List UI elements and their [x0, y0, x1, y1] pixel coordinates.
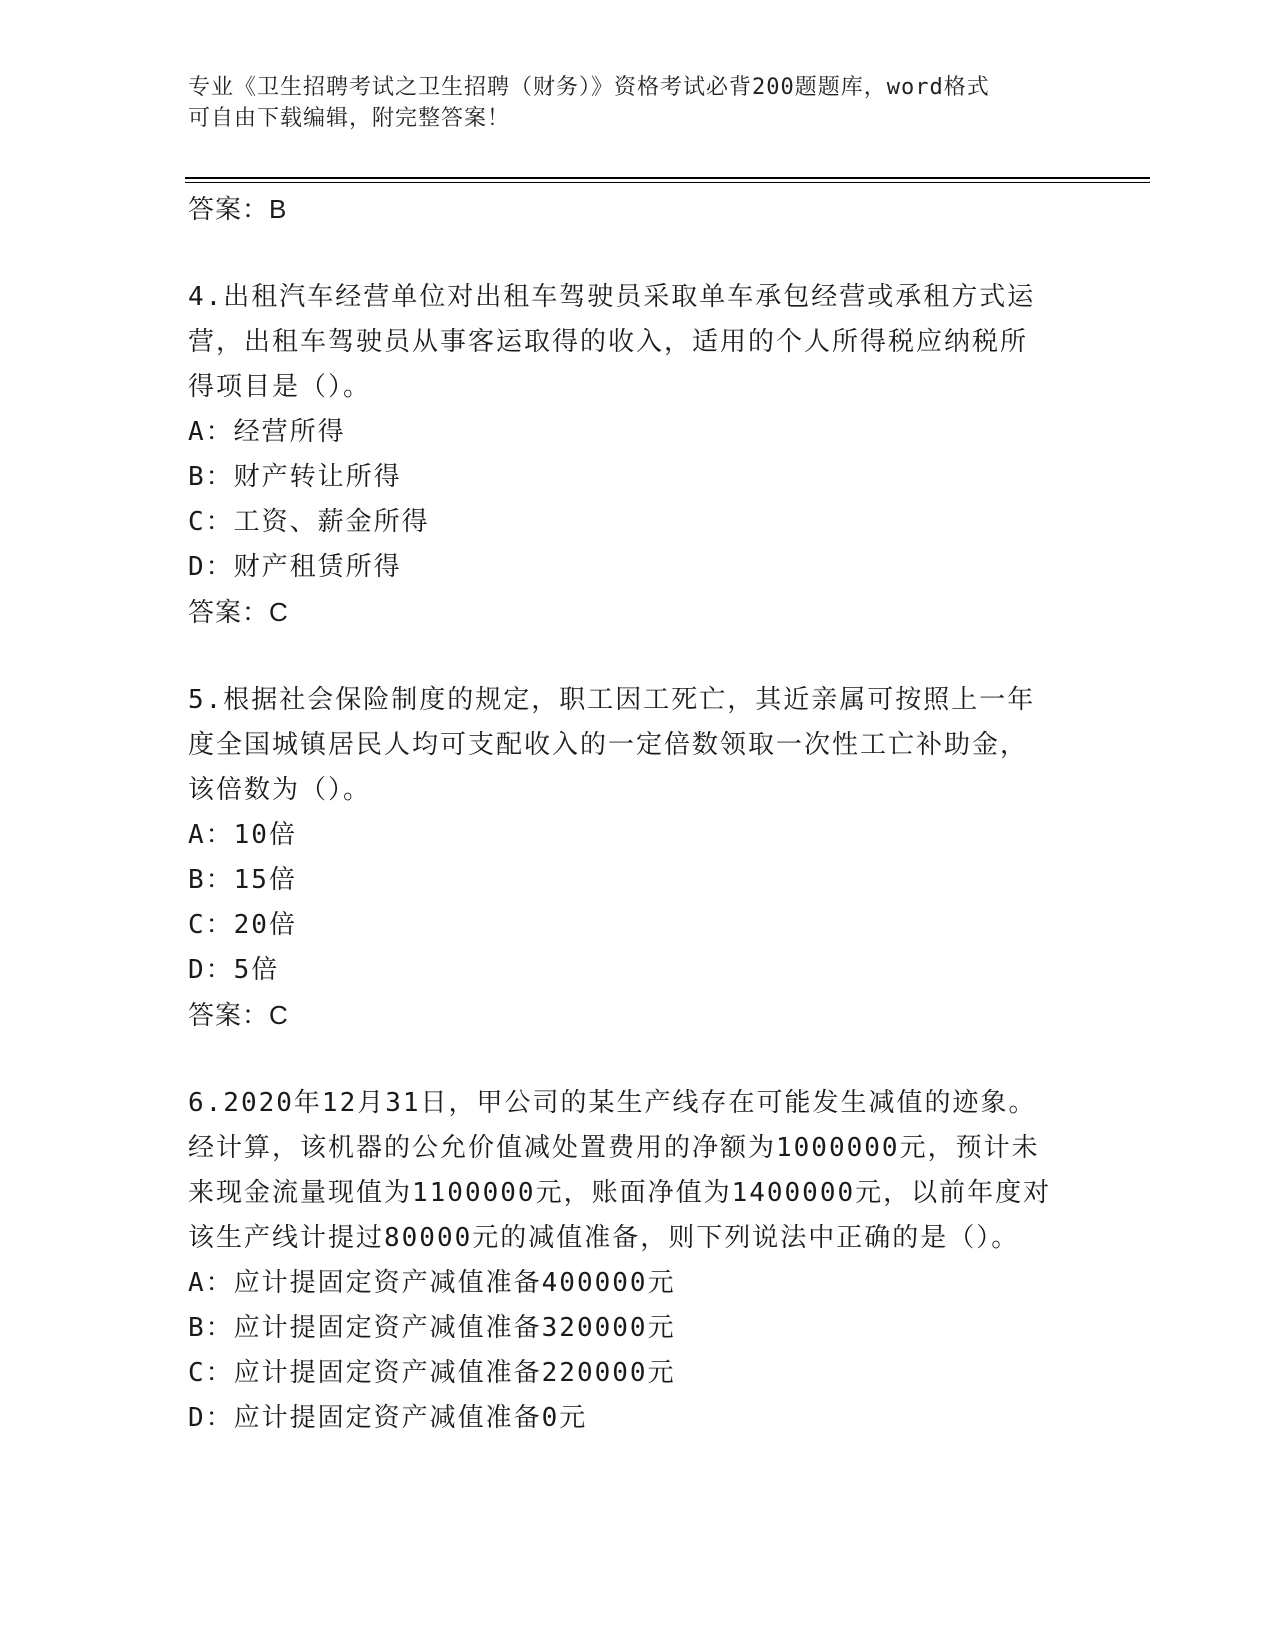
- question-4: [188, 275, 1068, 635]
- question-text-line: 6.2020年12月31日，甲公司的某生产线存在可能发生减值的迹象。: [188, 1088, 1037, 1118]
- question-5: [188, 678, 1068, 1038]
- question-list: [188, 187, 1068, 1441]
- option-c: C：工资、薪金所得: [188, 507, 430, 537]
- header-title-line-2: 可自由下载编辑，附完整答案！: [188, 106, 511, 131]
- answer-line: 答案：C: [188, 597, 289, 627]
- option-b: B：财产转让所得: [188, 462, 402, 492]
- option-a: A：10倍: [188, 820, 297, 850]
- option-a: A：应计提固定资产减值准备400000元: [188, 1268, 676, 1298]
- option-d: D：财产租赁所得: [188, 552, 402, 582]
- question-text-line: 得项目是（）。: [188, 372, 372, 402]
- answer-line: 答案：C: [188, 1000, 289, 1030]
- option-d: D：应计提固定资产减值准备0元: [188, 1403, 588, 1433]
- option-c: C：20倍: [188, 910, 297, 940]
- question-6: [188, 1081, 1068, 1441]
- question-text-line: 5.根据社会保险制度的规定，职工因工死亡，其近亲属可按照上一年: [188, 685, 1036, 715]
- page-header: [188, 72, 1088, 134]
- option-d: D：5倍: [188, 955, 280, 985]
- question-text-line: 4.出租汽车经营单位对出租车驾驶员采取单车承包经营或承租方式运: [188, 282, 1036, 312]
- option-b: B：15倍: [188, 865, 297, 895]
- question-text-line: 度全国城镇居民人均可支配收入的一定倍数领取一次性工亡补助金，: [188, 730, 1029, 760]
- header-divider: [185, 177, 1150, 183]
- option-a: A：经营所得: [188, 417, 346, 447]
- question-text-line: 来现金流量现值为1100000元，账面净值为1400000元，以前年度对: [188, 1178, 1052, 1208]
- option-c: C：应计提固定资产减值准备220000元: [188, 1358, 676, 1388]
- option-b: B：应计提固定资产减值准备320000元: [188, 1313, 676, 1343]
- previous-answer: 答案：B: [188, 194, 288, 224]
- question-text-line: 营，出租车驾驶员从事客运取得的收入，适用的个人所得税应纳税所: [188, 327, 1029, 357]
- question-text-line: 该倍数为（）。: [188, 775, 372, 805]
- header-title-line-1: 专业《卫生招聘考试之卫生招聘（财务）》资格考试必背200题题库，word格式: [188, 75, 990, 100]
- question-text-line: 该生产线计提过80000元的减值准备，则下列说法中正确的是（）。: [188, 1223, 1020, 1253]
- question-text-line: 经计算，该机器的公允价值减处置费用的净额为1000000元，预计未: [188, 1133, 1040, 1163]
